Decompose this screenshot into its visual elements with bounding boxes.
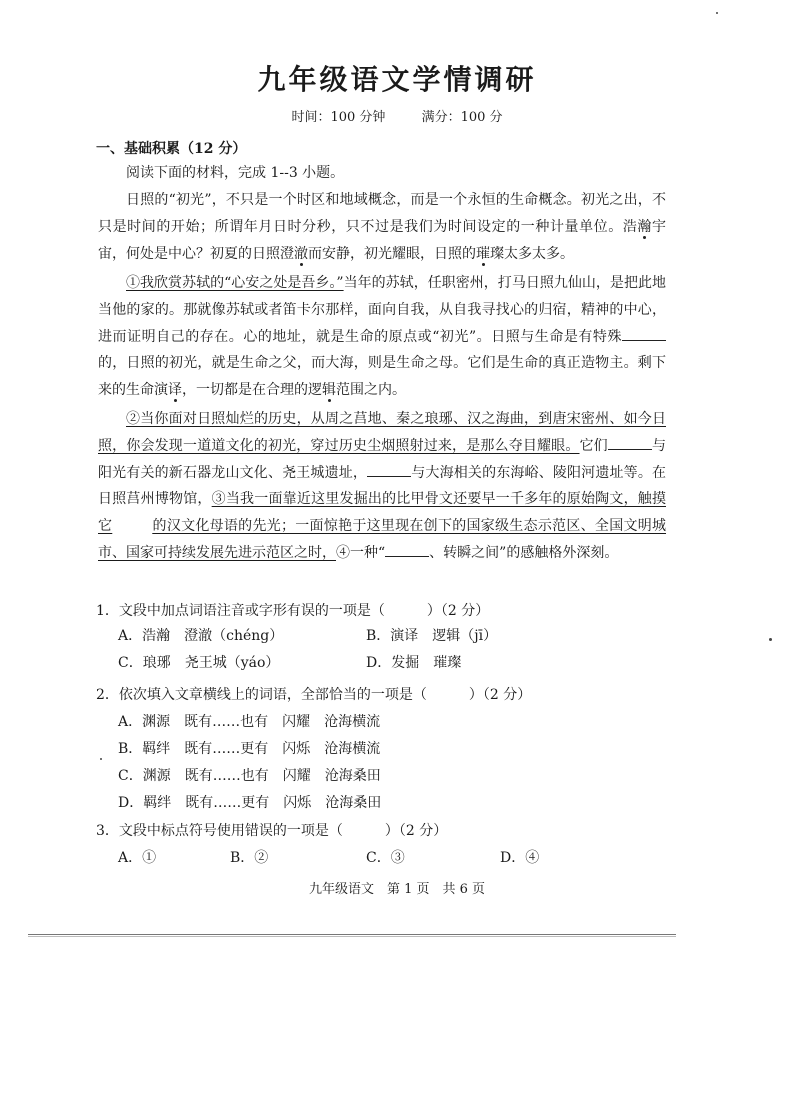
fill-blank-4 [385,542,429,557]
passage-paragraph-2: ①我欣赏苏轼的“心安之处是吾乡。”当年的苏轼，任职密州，打马日照九仙山，是把此地当他的家的。那就像苏轼或者笛卡尔那样，面向自我，从自我寻找心的归宿，精神的中心，进而证明自己的存在。心的地址，就是生命的原点或“初光”。日照与生命是有特殊的，日照的初光，就是生命之父，而大海，则是生命之母。它们是生命的真正造物主。剩下来的生命演译，一切都是在合理的逻辑范围之内。 [98,275,666,399]
scan-speck [716,12,718,14]
question-2-stem: 2．依次填入文章横线上的词语，全部恰当的一项是（ ）（2 分） [96,687,532,703]
exam-title: 九年级语文学情调研 [257,63,537,96]
question-2-option-d: D．羁绊 既有……更有 闪烁 沧海桑田 [118,795,382,811]
question-3-stem: 3．文段中标点符号使用错误的一项是（ ）（2 分） [96,823,448,839]
fill-blank-1 [622,326,666,341]
reading-intro: 阅读下面的材料，完成 1--3 小题。 [126,165,345,181]
section-heading: 一、基础积累（12 分） [96,141,247,157]
question-1-option-a: A．浩瀚 澄澈（chéng） [118,628,284,644]
question-2-option-b: B．羁绊 既有……更有 闪烁 沧海横流 [118,741,381,757]
question-3-option-b: B．② [230,850,269,866]
question-2-option-a: A．渊源 既有……也有 闪耀 沧海横流 [118,714,381,730]
question-2-option-c: C．渊源 既有……也有 闪耀 沧海桑田 [118,768,381,784]
exam-meta [0,106,794,125]
underlined-sentence-1: ①我欣赏苏轼的“心安之处是吾乡。” [126,275,344,291]
page-footer: 九年级语文 第 1 页 共 6 页 [308,882,486,897]
passage-paragraph-3: ②当你面对日照灿烂的历史，从周之莒地、秦之琅琊、汉之海曲，到唐宋密州、如今日照，你会发现一道道文化的初光，穿过历史尘烟照射过来，是那么夺目耀眼。它们 与阳光有关的新石器龙山文化、尧王城遗址， 与大海相关的东海峪、陵阳河遗址等。在日照莒州博物馆，③当我一面靠近这里发掘出的比甲骨文还要早一千多年的原始陶文，触摸它 的汉文化母语的先光；一面惊艳于这里现在创下的国家级生态示范区、全国文明城市、国家可持续发展先进示范区之时，④一种“ 、转瞬之间”的感触格外深刻。 [98,411,667,561]
question-3-option-a: A．① [118,850,157,866]
scan-edge-line [28,934,676,935]
scan-speck [769,638,772,641]
dotted-char: 璀 [476,245,490,262]
passage-paragraph-1: 日照的“初光”，不只是一个时区和地域概念，而是一个永恒的生命概念。初光之出，不只是时间的开始；所谓年月日时分秒，只不过是我们为时间设定的一种计量单位。浩瀚宇宙，何处是中心？初夏的日照澄澈而安静，初光耀眼，日照的璀璨太多太多。 [98,192,667,262]
gap-space [112,516,152,530]
dotted-char: 译 [168,382,182,399]
exam-score: 满分：100 分 [421,110,503,125]
fill-blank-2 [608,435,652,450]
dotted-char: 辑 [322,382,336,399]
question-1-option-d: D．发掘 璀璨 [366,655,462,671]
underlined-sentence-2: ②当你面对日照灿烂的历史，从周之莒地、秦之琅琊、汉之海曲，到唐宋密州、如今日照，你会发现一道道文化的初光，穿过历史尘烟照射过来，是那么夺目耀眼。 [98,411,666,454]
underlined-sentence-3: ③当我一面靠近这里发掘出的比甲骨文还要早一千多年的原始陶文，触摸它 的汉文化母语的先光；一面惊艳于这里现在创下的国家级生态示范区、全国文明城市、国家可持续发展先进示范区之时， [98,491,667,561]
dotted-char: 澈 [294,245,308,262]
question-1-option-b: B．演译 逻辑（jī） [366,628,498,644]
fill-blank-3 [367,462,411,477]
question-1-stem: 1．文段中加点词语注音或字形有误的一项是（ ）（2 分） [96,603,490,619]
question-1-option-c: C．琅琊 尧王城（yáo） [118,655,280,671]
exam-time: 时间：100 分钟 [291,110,386,125]
scan-speck [100,758,102,760]
question-3-option-c: C．③ [366,850,405,866]
question-3-option-d: D．④ [500,850,540,866]
dotted-char: 瀚 [637,218,653,235]
